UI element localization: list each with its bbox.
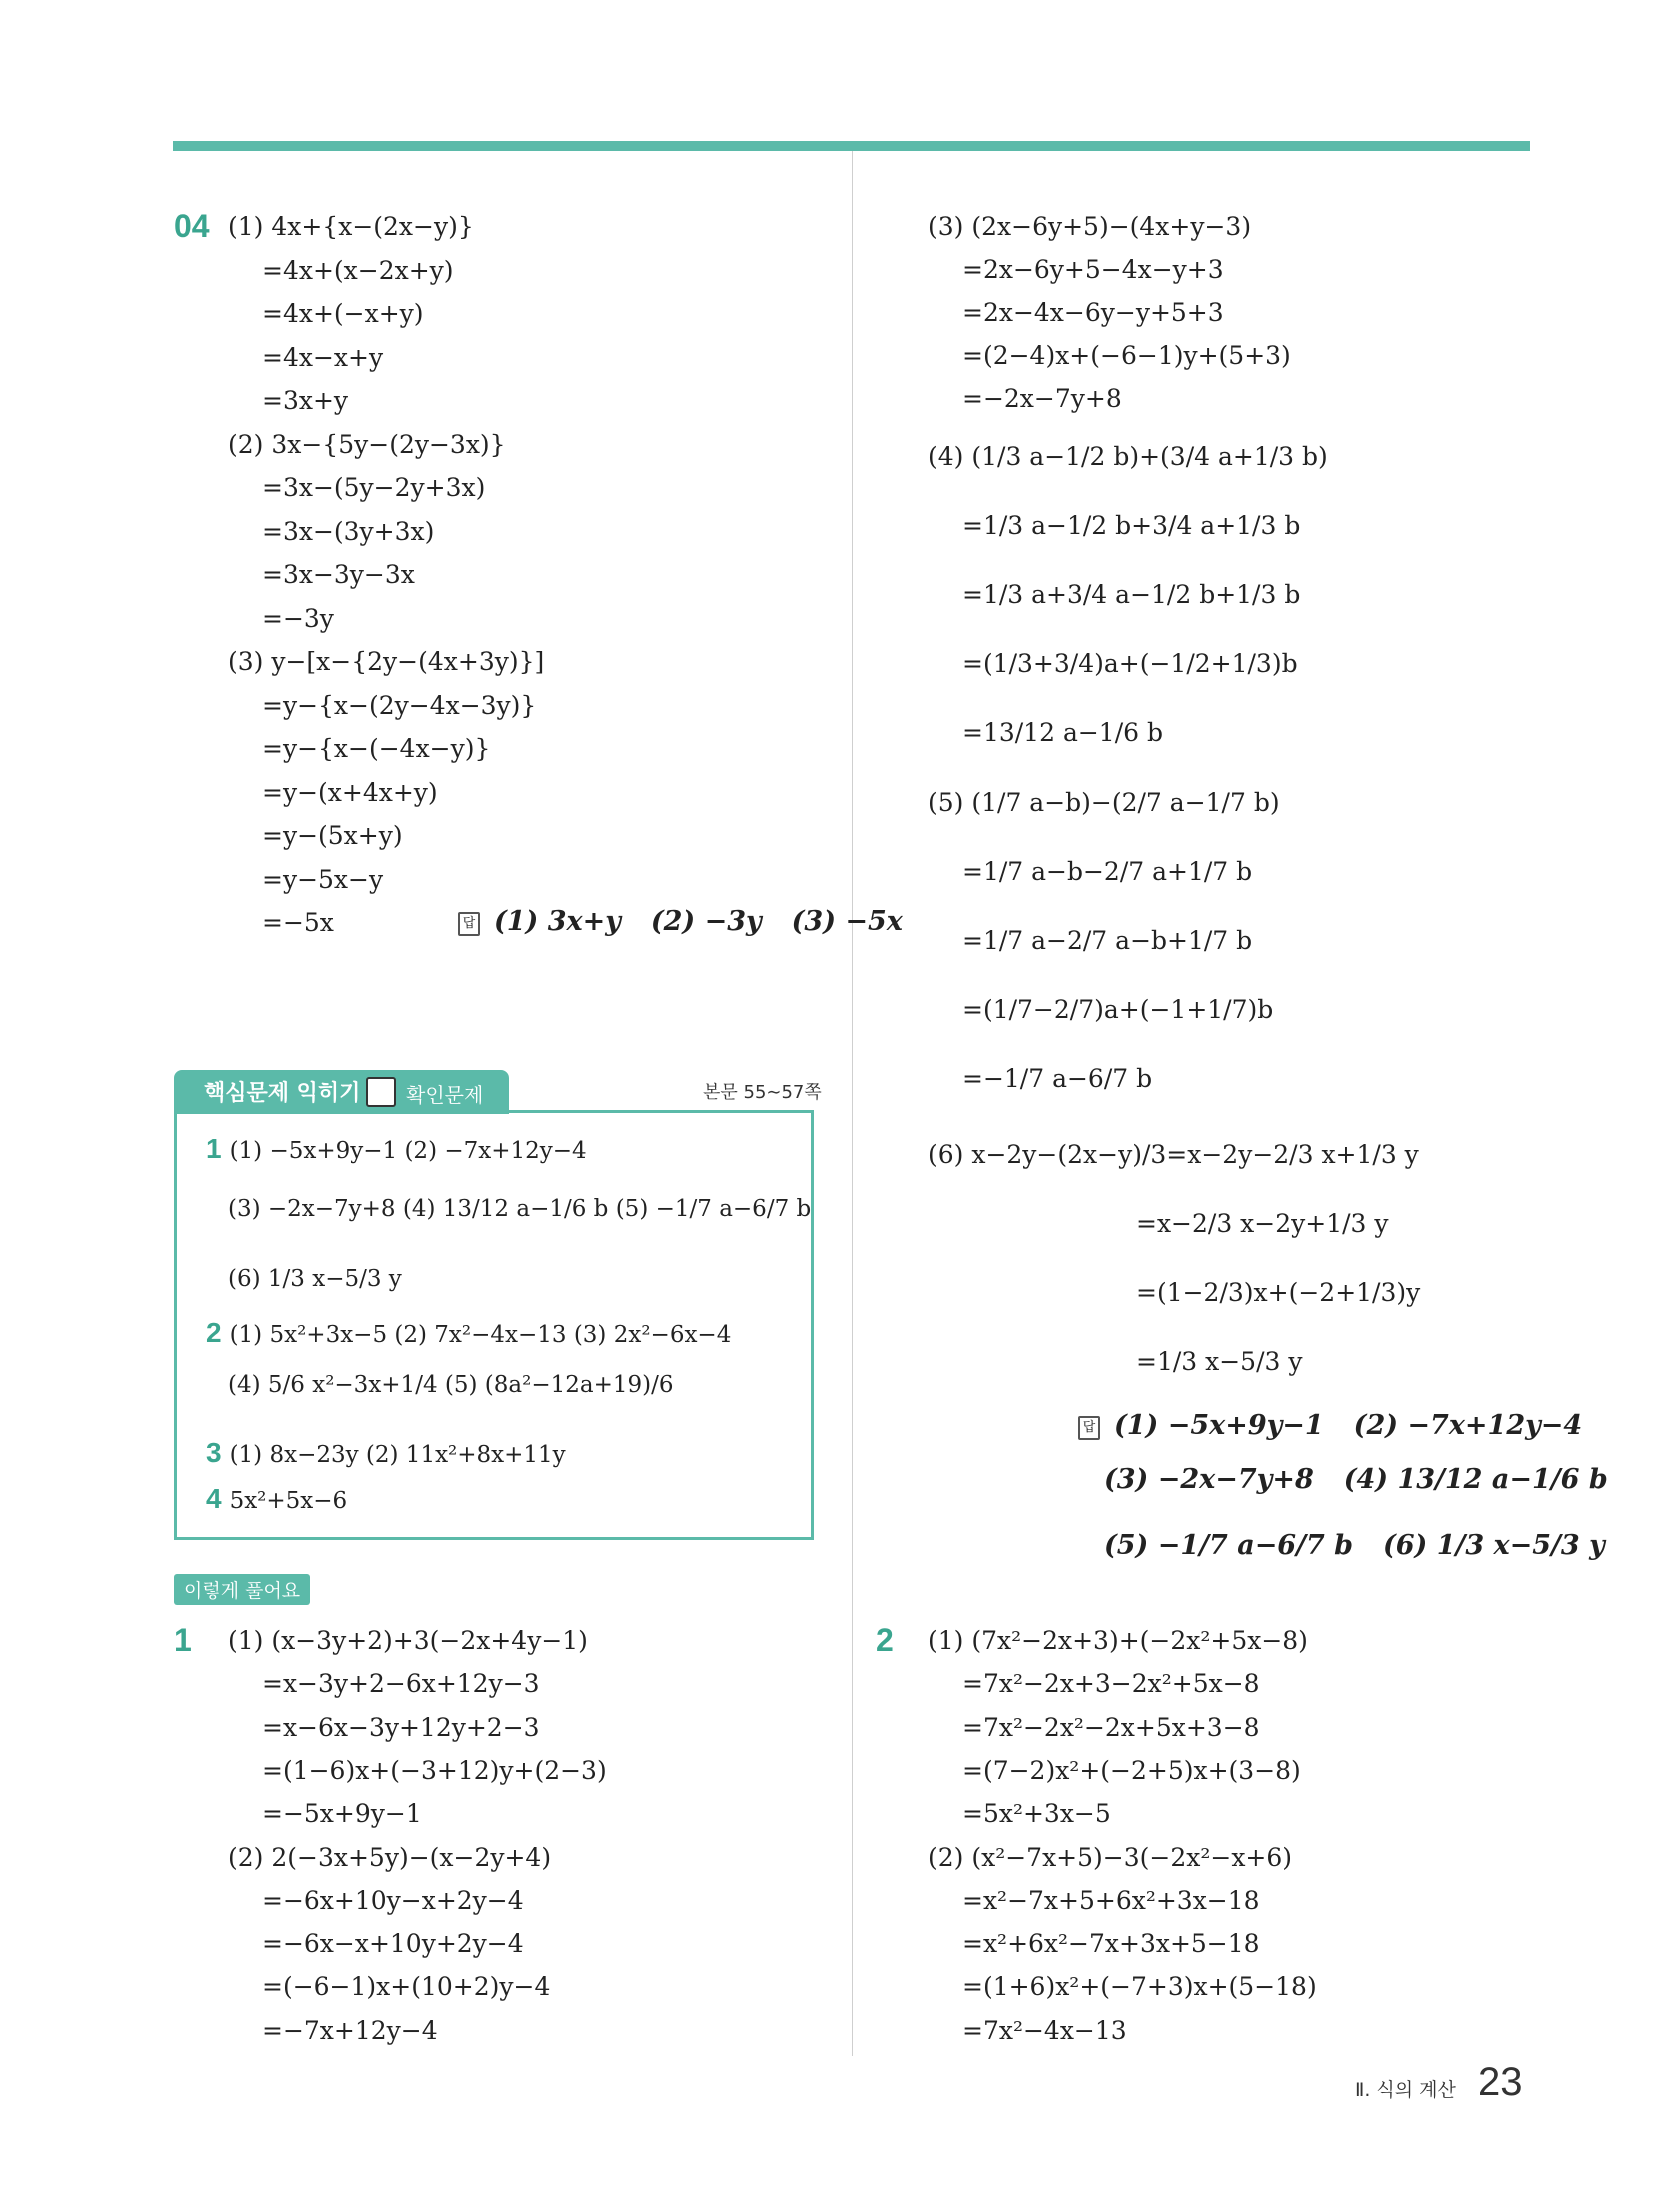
solution-line: =3x+y — [262, 386, 349, 415]
practice-line — [206, 1436, 566, 1472]
solution-line: =(7−2)x²+(−2+5)x+(3−8) — [962, 1755, 1301, 1785]
practice-number: 3 — [206, 1437, 222, 1468]
practice-line — [206, 1132, 587, 1168]
practice-number: 4 — [206, 1483, 222, 1514]
solution-line: =1/3 a−1/2 b+3/4 a+1/3 b — [962, 511, 1301, 540]
solution-line: =7x²−4x−13 — [962, 2015, 1127, 2045]
solution-line: =3x−(3y+3x) — [262, 516, 435, 546]
right-answer-3: (3) −2x−7y+8 — [1104, 1464, 1314, 1495]
solution-line: (5) (1/7 a−b)−(2/7 a−1/7 b) — [928, 788, 1280, 817]
solution-line: =x−6x−3y+12y+2−3 — [262, 1712, 540, 1742]
solution-line: =1/7 a−b−2/7 a+1/7 b — [962, 857, 1253, 886]
solution-line: =(1−2/3)x+(−2+1/3)y — [1136, 1278, 1421, 1307]
solution-line: (2) 3x−{5y−(2y−3x)} — [228, 429, 506, 459]
key-icon — [366, 1077, 396, 1107]
solution-line: =(1/3+3/4)a+(−1/2+1/3)b — [962, 649, 1298, 678]
solution-line: =2x−4x−6y−y+5+3 — [962, 298, 1224, 327]
solution-line: (1) 4x+{x−(2x−y)} — [228, 212, 474, 241]
solution-line: =13/12 a−1/6 b — [962, 718, 1163, 747]
right-answer-row-3 — [1104, 1528, 1627, 1564]
solution-line: =3x−3y−3x — [262, 560, 415, 589]
solution-line: =3x−(5y−2y+3x) — [262, 473, 486, 502]
solution-line: (2) (x²−7x+5)−3(−2x²−x+6) — [928, 1842, 1293, 1872]
solution-line: (1) (7x²−2x+3)+(−2x²+5x−8) — [928, 1626, 1308, 1655]
solution-line: =2x−6y+5−4x−y+3 — [962, 255, 1224, 284]
solution-line: =x²+6x²−7x+3x+5−18 — [962, 1929, 1260, 1959]
solution-line: =1/7 a−2/7 a−b+1/7 b — [962, 926, 1253, 955]
right-answer-4: (4) 13/12 a−1/6 b — [1343, 1464, 1608, 1495]
solution-line: =−6x−x+10y+2y−4 — [262, 1929, 524, 1959]
q04-answer-1: (1) 3x+y — [493, 906, 621, 937]
answer-icon: 답 — [458, 912, 480, 936]
practice-number: 2 — [206, 1317, 222, 1348]
solution-line: =x−2/3 x−2y+1/3 y — [1136, 1209, 1389, 1238]
solution-line: =(−6−1)x+(10+2)y−4 — [262, 1972, 551, 2002]
practice-line — [206, 1316, 731, 1352]
practice-line — [206, 1482, 347, 1518]
solution-line: =y−{x−(−4x−y)} — [262, 734, 491, 763]
solution-line: =(2−4)x+(−6−1)y+(5+3) — [962, 341, 1291, 370]
solution-line: =4x+(x−2x+y) — [262, 255, 454, 285]
q04-answer-3: (3) −5x — [791, 906, 903, 937]
solution-line: =−5x — [262, 908, 334, 937]
solution-line: =7x²−2x+3−2x²+5x−8 — [962, 1669, 1260, 1699]
q04-answer-2: (2) −3y — [650, 906, 762, 937]
page-number: 23 — [1478, 2060, 1523, 2104]
practice-text: 5x²+5x−6 — [229, 1488, 348, 1514]
solution-line: =5x²+3x−5 — [962, 1799, 1111, 1829]
solution-2-label: 2 — [876, 1622, 894, 1658]
practice-number: 1 — [206, 1133, 222, 1164]
solution-line: =y−{x−(2y−4x−3y)} — [262, 690, 537, 720]
solution-line: =x−3y+2−6x+12y−3 — [262, 1669, 540, 1699]
solution-line: (2) 2(−3x+5y)−(x−2y+4) — [228, 1842, 552, 1872]
solution-line: =x²−7x+5+6x²+3x−18 — [962, 1885, 1260, 1915]
solution-line: =−1/7 a−6/7 b — [962, 1064, 1153, 1093]
q04-answer — [458, 904, 925, 940]
solution-line: =4x+(−x+y) — [262, 299, 424, 328]
solution-line: =4x−x+y — [262, 342, 384, 372]
solution-line: =(1+6)x²+(−7+3)x+(5−18) — [962, 1972, 1317, 2002]
solution-line: =(1/7−2/7)a+(−1+1/7)b — [962, 995, 1274, 1024]
practice-line — [228, 1262, 402, 1296]
solution-line: =−2x−7y+8 — [962, 384, 1122, 413]
practice-text: (1) −5x+9y−1 (2) −7x+12y−4 — [229, 1138, 587, 1164]
practice-text: (4) 5/6 x²−3x+1/4 (5) (8a²−12a+19)/6 — [228, 1372, 674, 1398]
practice-tab — [174, 1070, 509, 1114]
practice-text: (6) 1/3 x−5/3 y — [228, 1266, 402, 1292]
solution-line: =7x²−2x²−2x+5x+3−8 — [962, 1712, 1260, 1742]
solution-line: (6) x−2y−(2x−y)/3=x−2y−2/3 x+1/3 y — [928, 1140, 1419, 1169]
solution-line: =1/3 a+3/4 a−1/2 b+1/3 b — [962, 580, 1301, 609]
solution-line: =−5x+9y−1 — [262, 1799, 422, 1829]
right-answer-5: (5) −1/7 a−6/7 b — [1104, 1530, 1354, 1561]
solve-tag: 이렇게 풀어요 — [174, 1574, 310, 1605]
practice-text: (3) −2x−7y+8 (4) 13/12 a−1/6 b (5) −1/7 a−6/7 b — [228, 1196, 812, 1222]
solution-line: =1/3 x−5/3 y — [1136, 1347, 1303, 1376]
practice-line — [228, 1192, 811, 1226]
solution-line: =−3y — [262, 603, 334, 633]
footer-section: Ⅱ. 식의 계산 — [1355, 2079, 1456, 2101]
solution-line: =−6x+10y−x+2y−4 — [262, 1885, 524, 1915]
solution-line: =y−(x+4x+y) — [262, 777, 438, 807]
right-answer-1: (1) −5x+9y−1 — [1113, 1410, 1324, 1441]
page-reference: 본문 55∼57쪽 — [703, 1082, 822, 1103]
practice-title: 핵심문제 익히기 — [204, 1081, 361, 1106]
right-answer-2: (2) −7x+12y−4 — [1353, 1410, 1583, 1441]
practice-line — [228, 1368, 673, 1402]
solution-line: (1) (x−3y+2)+3(−2x+4y−1) — [228, 1626, 588, 1655]
column-divider — [852, 151, 853, 2056]
solution-1-label: 1 — [174, 1622, 192, 1658]
practice-subtitle: 확인문제 — [406, 1083, 484, 1107]
practice-text: (1) 5x²+3x−5 (2) 7x²−4x−13 (3) 2x²−6x−4 — [229, 1322, 732, 1348]
right-answer-row-2 — [1104, 1462, 1630, 1498]
solution-line: (3) (2x−6y+5)−(4x+y−3) — [928, 212, 1252, 241]
solution-line: (4) (1/3 a−1/2 b)+(3/4 a+1/3 b) — [928, 442, 1328, 471]
right-answer-row-1 — [1078, 1408, 1604, 1444]
answer-icon: 답 — [1078, 1416, 1100, 1440]
solution-line: =y−5x−y — [262, 864, 384, 894]
practice-text: (1) 8x−23y (2) 11x²+8x+11y — [229, 1442, 566, 1468]
question-04-label: 04 — [174, 208, 210, 244]
right-answer-6: (6) 1/3 x−5/3 y — [1382, 1530, 1605, 1561]
top-accent-bar — [173, 141, 1530, 151]
solution-line: =(1−6)x+(−3+12)y+(2−3) — [262, 1755, 607, 1785]
solution-line: =−7x+12y−4 — [262, 2015, 438, 2045]
solution-line: (3) y−[x−{2y−(4x+3y)}] — [228, 647, 545, 676]
solution-line: =y−(5x+y) — [262, 821, 403, 850]
